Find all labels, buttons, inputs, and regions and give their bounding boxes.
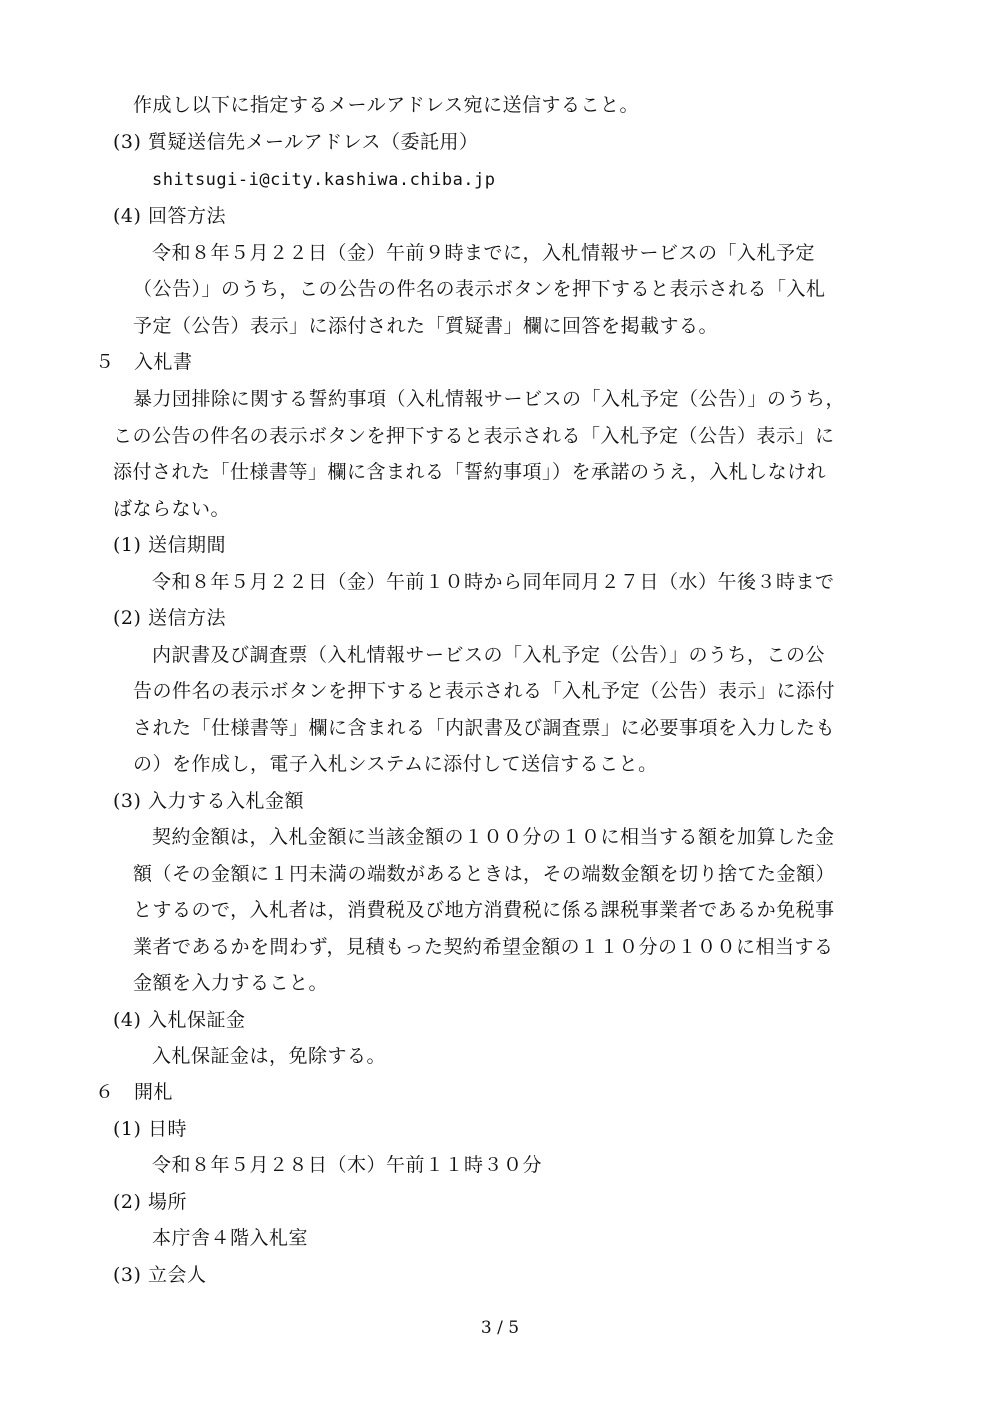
subsection-heading: (2) 場所	[113, 1191, 187, 1213]
text-line: された「仕様書等」欄に含まれる「内訳書及び調査票」に必要事項を入力したも	[133, 717, 836, 739]
subsection-heading: (3) 質疑送信先メールアドレス（委託用）	[113, 131, 479, 153]
text-line: この公告の件名の表示ボタンを押下すると表示される「入札予定（公告）表示」に	[113, 425, 835, 447]
subsection-heading: (3) 立会人	[113, 1264, 207, 1286]
text-line: 契約金額は，入札金額に当該金額の１００分の１０に相当する額を加算した金	[152, 826, 835, 848]
text-line: 業者であるかを問わず，見積もった契約希望金額の１１０分の１００に相当する	[133, 936, 834, 958]
subsection-heading: (1) 送信期間	[113, 534, 226, 556]
text-line: 金額を入力すること。	[133, 972, 329, 994]
text-line: 入札保証金は，免除する。	[152, 1045, 387, 1067]
text-line: 予定（公告）表示」に添付された「質疑書」欄に回答を掲載する。	[133, 315, 719, 337]
text-line: 令和８年５月２２日（金）午前９時までに，入札情報サービスの「入札予定	[152, 242, 816, 264]
email-address: shitsugi-i@city.kashiwa.chiba.jp	[152, 170, 496, 190]
text-line: ばならない。	[113, 498, 231, 520]
text-line: 告の件名の表示ボタンを押下すると表示される「入札予定（公告）表示」に添付	[133, 680, 836, 702]
text-line: 額（その金額に１円未満の端数があるときは，その端数金額を切り捨てた金額）	[133, 863, 836, 885]
text-line: 内訳書及び調査票（入札情報サービスの「入札予定（公告）」のうち，この公	[152, 644, 826, 666]
text-line: とするので，入札者は，消費税及び地方消費税に係る課税事業者であるか免税事	[133, 899, 835, 921]
text-line: （公告）」のうち，この公告の件名の表示ボタンを押下すると表示される「入札	[133, 278, 826, 300]
text-line: 作成し以下に指定するメールアドレス宛に送信すること。	[133, 94, 640, 116]
page-number: 3 / 5	[480, 1318, 520, 1338]
text-line: 令和８年５月２８日（木）午前１１時３０分	[152, 1154, 543, 1176]
subsection-heading: (2) 送信方法	[113, 607, 226, 629]
subsection-heading: (4) 入札保証金	[113, 1009, 246, 1031]
section-heading: ５ 入札書	[95, 351, 193, 373]
subsection-heading: (1) 日時	[113, 1118, 187, 1140]
text-line: の）を作成し，電子入札システムに添付して送信すること。	[133, 753, 658, 775]
text-line: 本庁舎４階入札室	[152, 1227, 309, 1249]
subsection-heading: (4) 回答方法	[113, 205, 226, 227]
subsection-heading: (3) 入力する入札金額	[113, 790, 304, 812]
text-line: 暴力団排除に関する誓約事項（入札情報サービスの「入札予定（公告）」のうち，	[133, 388, 846, 410]
text-line: 添付された「仕様書等」欄に含まれる「誓約事項」）を承諾のうえ，入札しなけれ	[113, 461, 827, 483]
text-line: 令和８年５月２２日（金）午前１０時から同年同月２７日（水）午後３時まで	[152, 571, 835, 593]
section-heading: ６ 開札	[95, 1081, 174, 1103]
